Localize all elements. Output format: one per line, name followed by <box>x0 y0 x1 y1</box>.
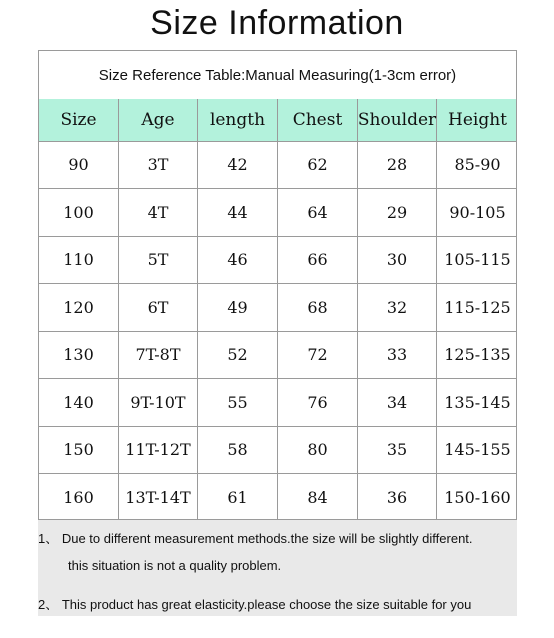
cell-length: 49 <box>198 284 278 331</box>
notes-box <box>38 520 517 616</box>
table-row <box>39 236 516 284</box>
cell-size: 110 <box>39 236 119 283</box>
table-row <box>39 331 516 379</box>
cell-size: 160 <box>39 474 119 521</box>
cell-shoulder: 33 <box>358 331 437 378</box>
table-row <box>39 379 516 427</box>
table-row <box>39 284 516 332</box>
note-1-continued: this situation is not a quality problem. <box>68 558 282 573</box>
header-height: Height <box>448 110 507 130</box>
reference-caption: Size Reference Table:Manual Measuring(1-3cm error) <box>39 51 516 100</box>
cell-height: 125-135 <box>444 345 511 364</box>
cell-height: 150-160 <box>444 487 511 507</box>
note-1: 1、 Due to different measurement methods.the size will be slightly different. <box>38 531 473 546</box>
note-2: 2、 This product has great elasticity.please choose the size suitable for you <box>38 597 472 612</box>
cell-shoulder: 34 <box>358 379 437 426</box>
header-shoulder: Shoulder <box>358 99 437 141</box>
cell-shoulder: 28 <box>358 141 437 188</box>
cell-shoulder: 29 <box>358 189 437 236</box>
header-row <box>39 99 516 142</box>
table-row <box>39 141 516 189</box>
cell-chest: 68 <box>278 284 358 331</box>
cell-age: 5T <box>119 236 198 283</box>
header-chest: Chest <box>278 99 358 141</box>
cell-chest: 64 <box>278 189 358 236</box>
cell-height: 105-115 <box>444 250 511 269</box>
cell-shoulder: 36 <box>358 474 437 521</box>
cell-height: 135-145 <box>444 392 511 412</box>
cell-height: 90-105 <box>449 202 506 222</box>
table-row <box>39 426 516 474</box>
cell-size: 90 <box>39 141 119 188</box>
cell-length: 42 <box>198 141 278 188</box>
table-row <box>39 189 516 237</box>
cell-shoulder: 30 <box>358 236 437 283</box>
cell-length: 44 <box>198 189 278 236</box>
cell-shoulder: 35 <box>358 426 437 473</box>
cell-age: 4T <box>119 189 198 236</box>
cell-chest: 84 <box>278 474 358 521</box>
cell-age: 9T-10T <box>119 379 198 426</box>
cell-length: 58 <box>198 426 278 473</box>
cell-size: 140 <box>39 379 119 426</box>
cell-age: 11T-12T <box>119 426 198 473</box>
cell-size: 120 <box>39 284 119 331</box>
header-age: Age <box>119 99 198 141</box>
header-length: length <box>198 99 278 141</box>
cell-chest: 80 <box>278 426 358 473</box>
cell-height: 145-155 <box>444 440 511 459</box>
cell-size: 150 <box>39 426 119 473</box>
cell-height: 115-125 <box>444 297 511 317</box>
cell-chest: 62 <box>278 141 358 188</box>
cell-size: 100 <box>39 189 119 236</box>
cell-chest: 76 <box>278 379 358 426</box>
cell-height: 85-90 <box>454 155 501 174</box>
cell-length: 61 <box>198 474 278 521</box>
table-body <box>39 141 516 521</box>
cell-age: 3T <box>119 141 198 188</box>
header-size: Size <box>39 99 119 141</box>
cell-chest: 72 <box>278 331 358 378</box>
table-row <box>39 474 516 521</box>
cell-length: 52 <box>198 331 278 378</box>
cell-age: 13T-14T <box>119 474 198 521</box>
cell-shoulder: 32 <box>358 284 437 331</box>
cell-chest: 66 <box>278 236 358 283</box>
cell-size: 130 <box>39 331 119 378</box>
page-title: Size Information <box>150 4 404 42</box>
cell-age: 7T-8T <box>119 331 198 378</box>
cell-length: 55 <box>198 379 278 426</box>
cell-length: 46 <box>198 236 278 283</box>
size-table <box>38 50 517 520</box>
cell-age: 6T <box>119 284 198 331</box>
